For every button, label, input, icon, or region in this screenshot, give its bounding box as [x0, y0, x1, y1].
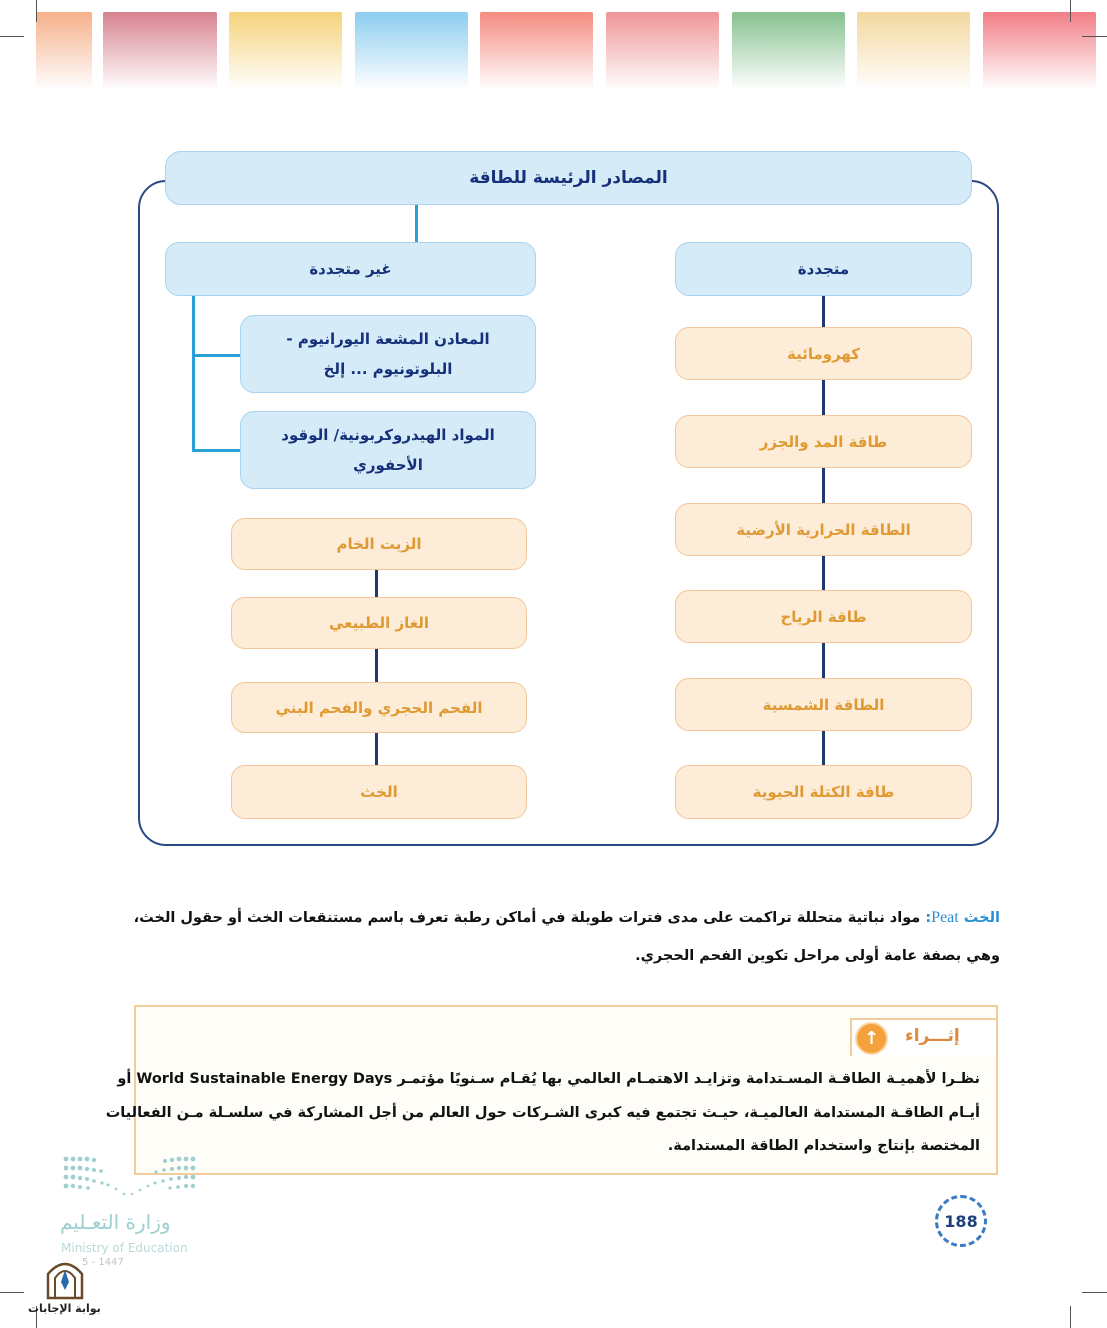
connector-line [822, 731, 825, 765]
color-tab [480, 12, 593, 90]
enrichment-line-2: أيـام الطاقـة المستدامة العالميـة، حيـث تجتمع فيه كبرى الشـركات حول العالم من أجل المشاركة في سلسـلة مـن الفعاليات [105, 1105, 980, 1121]
category-nonrenewable [165, 242, 536, 296]
item-label: الطاقة الحرارية الأرضية [736, 520, 911, 539]
crop-mark [1070, 1306, 1071, 1328]
renewable-item [675, 415, 972, 468]
crop-mark [1082, 36, 1107, 37]
connector-line [822, 468, 825, 503]
color-tab [355, 12, 468, 90]
color-tab [606, 12, 719, 90]
bracket-line [192, 449, 240, 452]
item-label: الزيت الخام [336, 535, 422, 553]
bracket-line [192, 354, 240, 357]
connector-line [822, 380, 825, 415]
item-label: كهرومائية [786, 344, 861, 363]
color-tab [983, 12, 1096, 90]
enrichment-title: إثـــراء [905, 1026, 960, 1046]
nonrenewable-item [231, 597, 527, 649]
arrow-up-icon: ↑ [855, 1022, 888, 1055]
category-renewable-label: متجددة [797, 260, 850, 278]
nonrenewable-subcategory [240, 411, 536, 489]
color-tab [36, 12, 92, 90]
crop-mark [1070, 0, 1071, 22]
ministry-name-ar: وزارة التعـليم [60, 1210, 171, 1234]
connector-line [375, 570, 378, 597]
item-label: طاقة الكتلة الحيوية [752, 783, 895, 801]
renewable-item [675, 590, 972, 643]
color-tab [103, 12, 217, 90]
subcategory-line: المعادن المشعة اليورانيوم - [286, 330, 490, 348]
nonrenewable-item [231, 765, 527, 819]
item-label: طاقة الرياح [780, 607, 867, 626]
crop-mark [36, 0, 37, 22]
definition-term: الخث [963, 910, 1000, 926]
item-label: الفحم الحجري والفحم البني [275, 698, 483, 717]
definition-line-2 [635, 948, 1000, 964]
crop-mark [1082, 1292, 1107, 1293]
definition-term-en: Peat [931, 909, 959, 926]
portal-logo-icon [44, 1256, 86, 1300]
nonrenewable-item [231, 518, 527, 570]
category-renewable [675, 242, 972, 296]
item-label: الطاقة الشمسية [762, 695, 885, 714]
subcategory-line: المواد الهيدروكربونية/ الوقود [281, 426, 495, 444]
item-label: الخث [360, 783, 398, 801]
connector-line [375, 649, 378, 682]
connector-line [415, 205, 418, 242]
connector-line [822, 556, 825, 590]
definition-colon: : [925, 910, 932, 926]
color-tab [857, 12, 970, 90]
connector-line [822, 296, 825, 327]
item-label: الغاز الطبيعي [329, 614, 430, 632]
renewable-item [675, 765, 972, 819]
definition-text-1: مواد نباتية متحللة تراكمت على مدى فترات طويلة في أماكن رطبة تعرف باسم مستنقعات الخث أو حقول الخث، [133, 910, 921, 926]
crop-mark [0, 1292, 24, 1293]
bracket-line [192, 296, 195, 452]
item-label: طاقة المد والجزر [759, 432, 888, 451]
subcategory-line: البلوتونيوم ... إلخ [323, 360, 453, 378]
definition-line-1 [134, 909, 1000, 927]
portal-name: بوابة الإجابات [28, 1302, 101, 1315]
ministry-name-en: Ministry of Education [61, 1241, 188, 1255]
page-number: 188 [935, 1195, 987, 1247]
connector-line [822, 643, 825, 678]
nonrenewable-subcategory [240, 315, 536, 393]
renewable-item [675, 327, 972, 380]
subcategory-line: الأحفوري [353, 456, 423, 474]
renewable-item [675, 678, 972, 731]
diagram-title-text: المصادر الرئيسة للطاقة [469, 168, 668, 188]
crop-mark [0, 36, 24, 37]
color-tab [732, 12, 845, 90]
definition-text-2: وهي بصفة عامة أولى مراحل تكوين الفحم الحجري. [635, 948, 1000, 964]
connector-line [375, 733, 378, 765]
category-nonrenewable-label: غير متجددة [309, 260, 392, 278]
renewable-item [675, 503, 972, 556]
diagram-title [165, 151, 972, 205]
ministry-year: 5 - 1447 [82, 1257, 124, 1268]
enrichment-line-1: نظـرا لأهميـة الطاقـة المسـتدامة وتزايـد الاهتمـام العالمي بها يُقـام سـنويًا مؤتمـر World Sustainable Energy Days أو [117, 1071, 980, 1087]
color-tab [229, 12, 342, 90]
enrichment-line-3: المختصة بإنتاج واستخدام الطاقة المستدامة. [667, 1138, 980, 1154]
nonrenewable-item [231, 682, 527, 733]
ministry-logo-dots [62, 1155, 197, 1200]
